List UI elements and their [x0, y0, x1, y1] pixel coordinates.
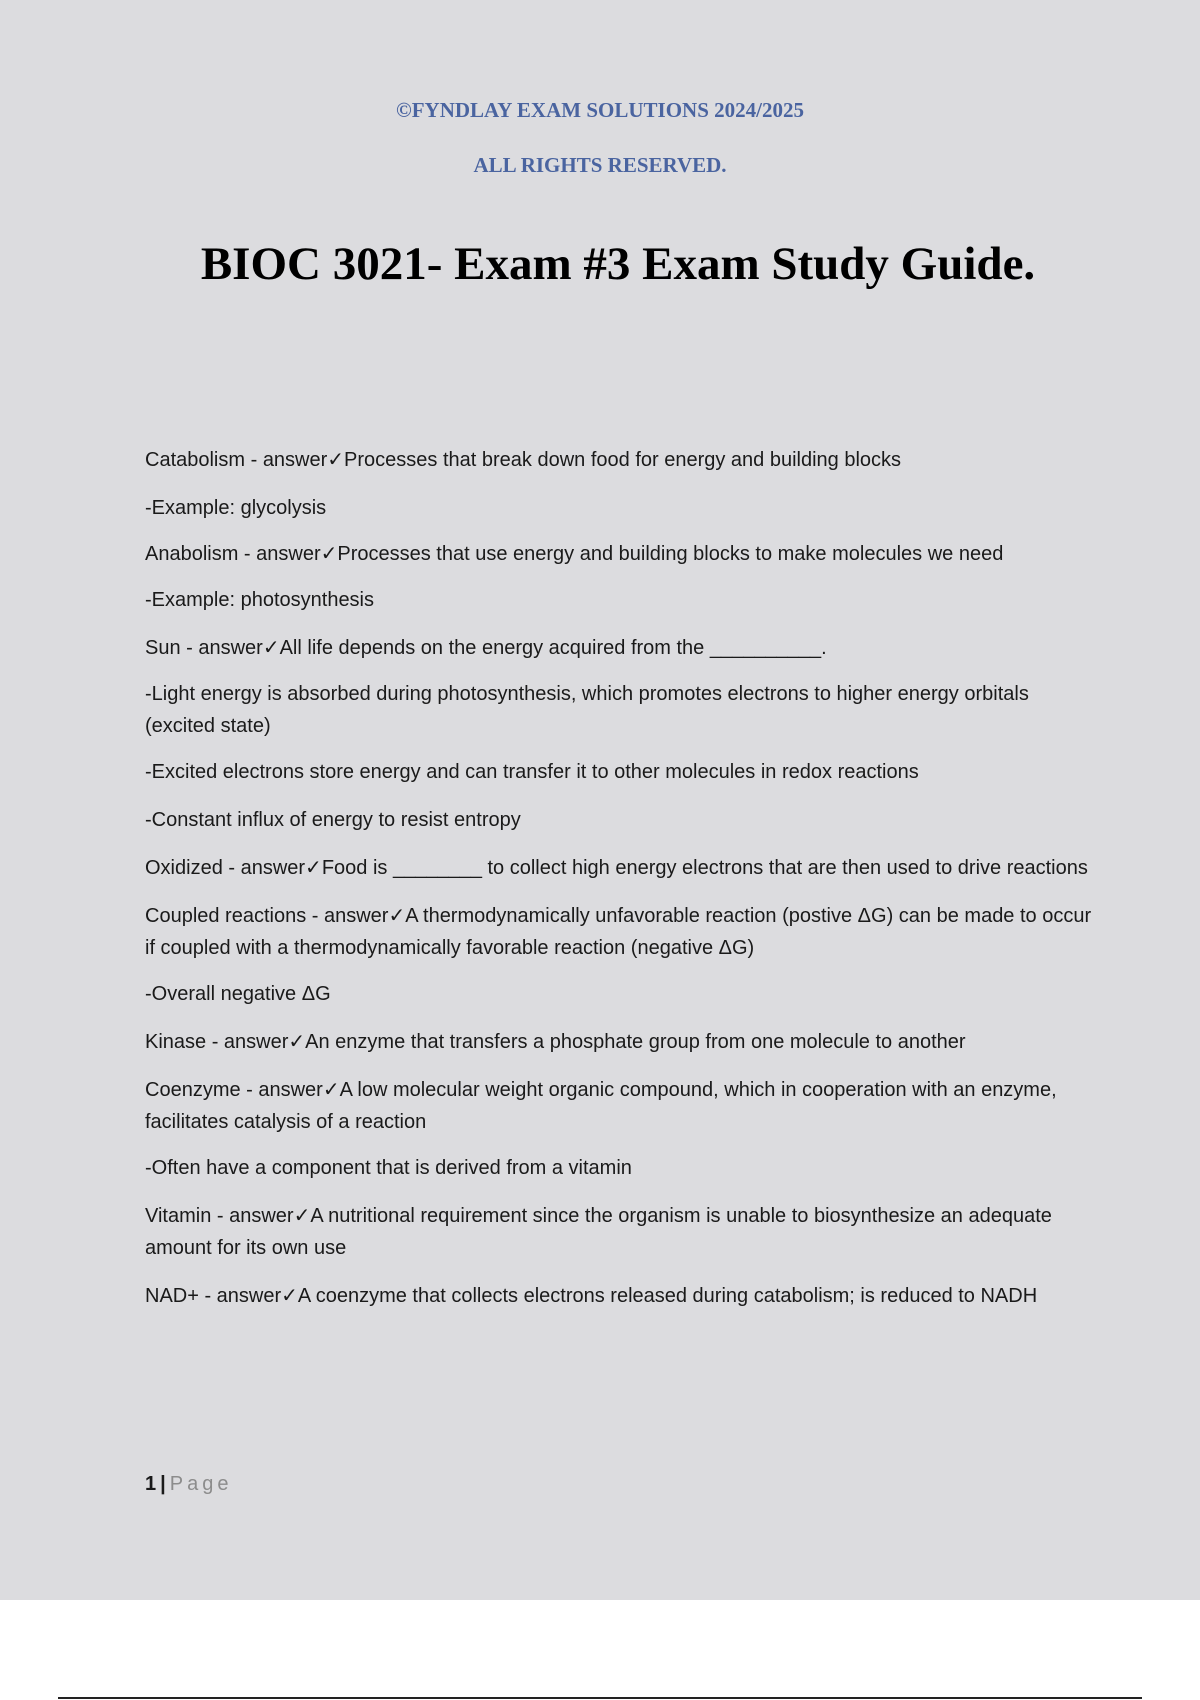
paragraph: Vitamin - answer✓A nutritional requirement since the organism is unable to biosynthesize an adequate amount for its own use — [145, 1205, 1052, 1259]
paragraph: -Constant influx of energy to resist entropy — [145, 809, 521, 831]
paragraph: -Example: glycolysis — [145, 497, 327, 519]
rights-reserved-header: ALL RIGHTS RESERVED. — [473, 153, 727, 177]
document-title: BIOC 3021- Exam #3 Exam Study Guide. — [200, 238, 1036, 290]
paragraph: Coenzyme - answer✓A low molecular weight organic compound, which in cooperation with an enzyme, facilitates catalysis of a reaction — [145, 1079, 1057, 1133]
paragraph: -Often have a component that is derived from a vitamin — [145, 1157, 632, 1179]
paragraph: NAD+ - answer✓A coenzyme that collects electrons released during catabolism; is reduced to NADH — [145, 1285, 1038, 1307]
paragraph: Sun - answer✓All life depends on the energy acquired from the __________. — [145, 637, 827, 659]
page-label: Page — [169, 1473, 233, 1495]
page-number: 1 — [145, 1473, 157, 1495]
page-separator: | — [160, 1473, 166, 1495]
paragraph: Anabolism - answer✓Processes that use energy and building blocks to make molecules we need — [145, 543, 1004, 565]
paragraph: Catabolism - answer✓Processes that break down food for energy and building blocks — [145, 449, 902, 471]
bottom-divider — [58, 1697, 1142, 1699]
paragraph: -Example: photosynthesis — [145, 589, 375, 611]
paragraph: Kinase - answer✓An enzyme that transfers a phosphate group from one molecule to another — [145, 1031, 966, 1053]
paragraph: Oxidized - answer✓Food is ________ to collect high energy electrons that are then used to drive reactions — [145, 857, 1088, 879]
page-footer — [145, 1473, 232, 1496]
paragraph: -Overall negative ΔG — [145, 983, 331, 1005]
paragraph: -Excited electrons store energy and can transfer it to other molecules in redox reactions — [145, 761, 919, 783]
paragraph: -Light energy is absorbed during photosynthesis, which promotes electrons to higher energy orbitals (excited state) — [145, 683, 1029, 737]
paragraph: Coupled reactions - answer✓A thermodynamically unfavorable reaction (postive ΔG) can be made to occur if coupled with a thermodynamically favorable reaction (negative ΔG) — [145, 905, 1092, 959]
study-guide-body — [145, 444, 1095, 1328]
copyright-header: ©FYNDLAY EXAM SOLUTIONS 2024/2025 — [396, 98, 804, 122]
